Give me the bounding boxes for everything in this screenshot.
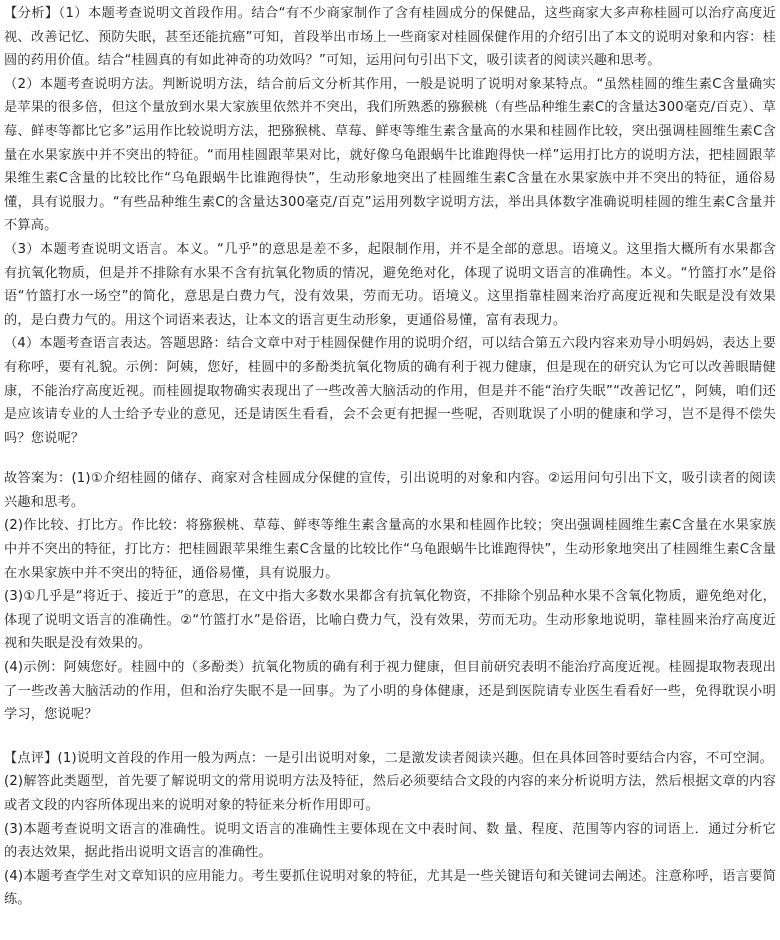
answer-part-1: 故答案为：(1)①介绍桂圆的储存、商家对含桂圆成分保健的宣传，引出说明的对象和内容。②运用问句引出下文，吸引读者的阅读兴趣和思考。 xyxy=(4,471,776,510)
answer-part-4: (4)示例：阿姨您好。桂圆中的（多酚类）抗氧化物质的确有利于视力健康，但目前研究表明不能治疗高度近视。桂圆提取物表现出了一些改善大脑活动的作用，但和治疗失眠不是一回事。为了小明的身体健康，还是到医院请专业医生看看好一些，免得耽误小明学习，您说呢？ xyxy=(4,660,776,723)
comment-part-1: 【点评】(1)说明文首段的作用一般为两点：一是引出说明对象，二是激发读者阅读兴趣。但在具体回答时要结合内容，不可空洞。 xyxy=(4,750,773,766)
answer-part-3: (3)①几乎是“将近于、接近于”的意思，在文中指大多数水果都含有抗氧化物资，不排除个别品种水果不含氧化物质，避免绝对化，体现了说明文语言的准确性。②“竹篮打水”是俗语，比喻白费力气，没有效果，劳而无功。生动形象地说明，靠桂圆来治疗高度近视和失眠是没有效果的。 xyxy=(4,589,776,652)
comment-part-3: (3)本题考查说明文语言的准确性。说明文语言的准确性主要体现在文中表时间、数 量、程度、范围等内容的词语上．通过分析它的表达效果，据此指出说明文语言的准确性。 xyxy=(4,821,776,861)
analysis-part-2: （2）本题考查说明方法。判断说明方法，结合前后文分析其作用，一般是说明了说明对象某特点。“虽然桂圆的维生素C含量确实是苹果的很多倍，但这个量放到水果大家族里依然并不突出，我们所熟悉的猕猴桃（有些品种维生素C的含量达300毫克/百克）、草莓、鲜枣等都比它多”运用作比较说明方法，把猕猴桃、草莓、鲜枣等维生素含量高的水果和桂圆作比较，突出强调桂圆维生素C含量在水果家族中并不突出的特征。“而用桂圆跟苹果对比，就好像乌龟跟蜗牛比谁跑得快一样”运用打比方的说明方法，把桂圆跟苹果维生素C含量的比较比作“乌龟跟蜗牛比谁跑得快”，生动形象地突出了桂圆维生素C含量在水果家族中并不突出的特征，通俗易懂，具有说服力。“有些品种维生素C的含量达300毫克/百克”运用列数字说明方法，举出具体数字准确说明桂圆的维生素C含量并不算高。 xyxy=(4,76,776,234)
answer-section xyxy=(4,467,776,727)
comment-section xyxy=(4,747,776,912)
answer-part-2: (2)作比较、打比方。作比较：将猕猴桃、草莓、鲜枣等维生素含量高的水果和桂圆作比较；突出强调桂圆维生素C含量在水果家族中并不突出的特征，打比方：把桂圆跟苹果维生素C含量的比较比作“乌龟跟蜗牛比谁跑得快”，生动形象地突出了桂圆维生素C含量在水果家族中并不突出的特征，通俗易懂，具有说服力。 xyxy=(4,518,776,581)
comment-part-4: (4)本题考查学生对文章知识的应用能力。考生要抓住说明对象的特征，尤其是一些关键语句和关键词去阐述。注意称呼，语言要简练。 xyxy=(4,868,776,908)
analysis-part-4: （4）本题考查语言表达。答题思路：结合文章中对于桂圆保健作用的说明介绍，可以结合第五六段内容来劝导小明妈妈，表达上要有称呼，要有礼貌。示例：阿姨，您好，桂圆中的多酚类抗氧化物质的确有利于视力健康，但是现在的研究认为它可以改善眼睛健康，不能治疗高度近视。而桂圆提取物确实表现出了一些改善大脑活动的作用，但是并不能“治疗失眠”“改善记忆”，阿姨，咱们还是应该请专业的人士给予专业的意见，还是请医生看看，会不会更有把握一些呢，否则耽误了小明的健康和学习，岂不是得不偿失吗？您说呢？ xyxy=(4,336,776,446)
analysis-part-3: （3）本题考查说明文语言。本义。“几乎”的意思是差不多，起限制作用，并不是全部的意思。语境义。这里指大概所有水果都含有抗氧化物质，但是并不排除有水果不含有抗氧化物质的情况，避免绝对化，体现了说明文语言的准确性。本义。“竹篮打水”是俗语“竹篮打水一场空”的简化，意思是白费力气，没有效果，劳而无功。语境义。这里指靠桂圆来治疗高度近视和失眠是没有效果的，是白费力气的。用这个词语来表达，让本文的语言更生动形象，更通俗易懂，富有表现力。 xyxy=(4,241,776,328)
analysis-part-1: 【分析】（1）本题考查说明文首段作用。结合“有不少商家制作了含有桂圆成分的保健品，这些商家大多声称桂圆可以治疗高度近视、改善记忆、预防失眠，甚至还能抗癌”可知，首段举出市场上一些商家对桂圆保健作用的介绍引出了本文的说明对象和内容：桂圆的药用价值。结合“桂圆真的有如此神奇的功效吗？”可知，运用问句引出下文，吸引读者的阅读兴趣和思考。 xyxy=(4,6,776,69)
comment-part-2: (2)解答此类题型，首先要了解说明文的常用说明方法及特征，然后必须要结合文段的内容的来分析说明方法，然后根据文章的内容或者文段的内容所体现出来的说明对象的特征来分析作用即可。 xyxy=(4,774,776,813)
analysis-section xyxy=(4,0,776,450)
